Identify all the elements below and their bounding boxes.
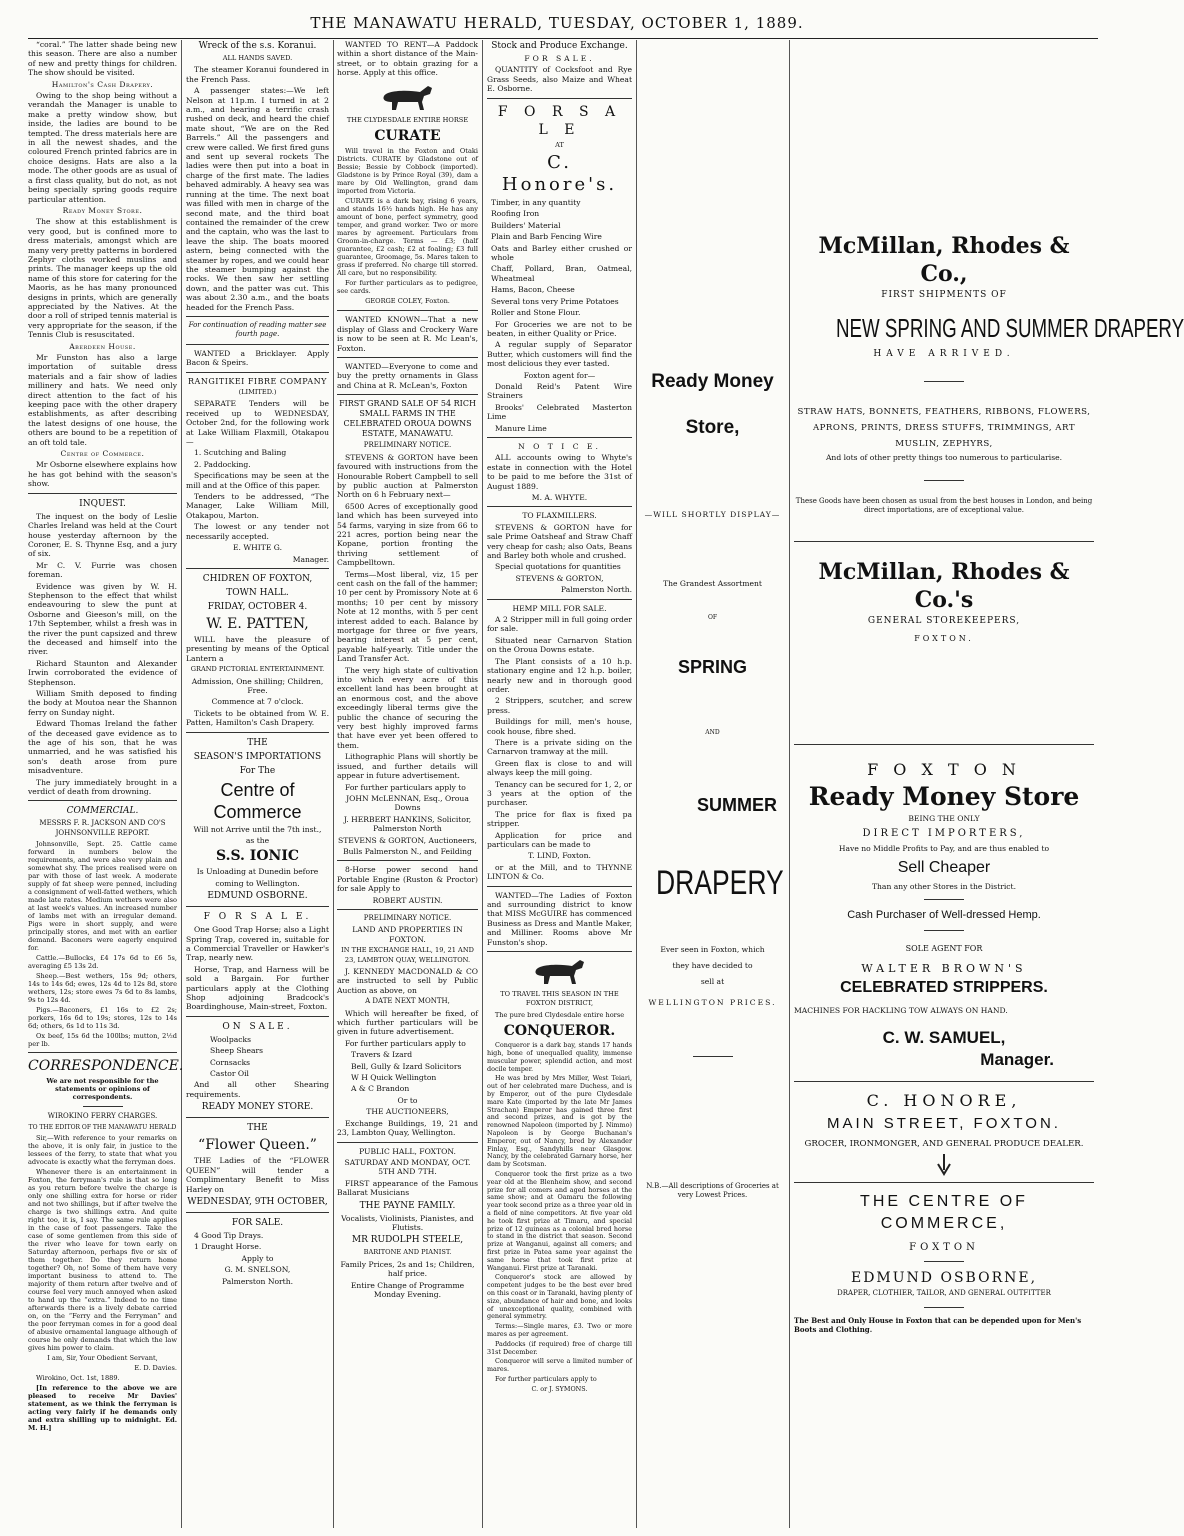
ad-heading: RANGITIKEI FIBRE COMPANY — [188, 376, 327, 386]
letter-date: Wirokino, Oct. 1st, 1889. — [36, 1373, 120, 1382]
ad-heading: THE — [247, 1123, 268, 1134]
ad-text: The Plant consists of a 10 h.p. stationary engine and 12 h.p. boiler, nearly new and in thorough good order. — [487, 656, 632, 694]
divider — [28, 1052, 177, 1053]
ad-heading: W. E. PATTEN, — [206, 615, 309, 632]
ad-heading: HEMP MILL FOR SALE. — [512, 603, 607, 613]
ad-contact: STEVENS & GORTON, Auctioneers, — [338, 835, 477, 845]
ad-text: The Best and Only House in Foxton that can be depended upon for Men's Boots and Clothing. — [794, 1315, 1082, 1334]
section-heading: Hamilton's Cash Drapery. — [51, 79, 154, 89]
ad-text: Tenders to be addressed, “The Manager, Lake William Mill, Otakapou, Marton. — [186, 492, 329, 520]
divider — [794, 744, 1094, 745]
ad-text: Apply to — [241, 1253, 274, 1263]
article-text: The jury immediately brought in a verdict of death from drowning. — [28, 777, 177, 797]
ad-text: AND — [705, 729, 720, 737]
ad-text: Foxton agent for— — [523, 370, 596, 380]
ad-text: Donald Reid's Patent Wire Strainers — [487, 381, 632, 401]
ad-contact: J. HERBERT HANKINS, Solicitor, Palmerston North — [343, 814, 472, 834]
ad-text: FIRST appearance of the Famous Ballarat Musicians — [337, 1178, 478, 1198]
divider — [337, 357, 478, 358]
article-heading: INQUEST. — [79, 498, 126, 509]
list-item: Roofing Iron — [491, 209, 540, 219]
ad-text: Exchange Buildings, 19, 21 and 23, Lambton Quay, Wellington. — [337, 1118, 478, 1138]
letter-signature: E. D. Davies. — [134, 1363, 177, 1372]
divider — [337, 909, 478, 910]
column-5 — [640, 40, 785, 1528]
ad-text: 1 Draught Horse. — [194, 1242, 262, 1252]
ad-contact: W H Quick Wellington — [351, 1073, 437, 1083]
ad-heading: TO FLAXMILLERS. — [522, 511, 597, 521]
list-item: Woolpacks — [210, 1034, 252, 1044]
ad-text: 8-Horse power second hand Portable Engine (Ruston & Proctor) for sale Apply to — [337, 865, 478, 894]
divider — [28, 493, 177, 494]
ad-heading: F O X T O N — [867, 759, 1021, 779]
ad-text: ALL accounts owing to Whyte's estate in connection with the Hotel to be paid to me before the 31st of August 1889. — [487, 453, 632, 491]
ad-text: SEPARATE Tenders will be received up to WEDNESDAY, October 2nd, for the following work at Lake William Flaxmill, Otakapou— — [186, 399, 329, 447]
ad-text: Is Unloading at Dunedin before — [196, 867, 319, 877]
divider — [186, 1212, 329, 1213]
ad-heading: FRIDAY, OCTOBER 4. — [207, 601, 308, 612]
ad-text: Conqueror took the first prize as a two year old at the Blenheim show, and second prize for all comers and aged horses at the same show; and at Oamaru the following year took second prize as a three year old in a field of nine competitors. At five year old he took first prize at Timaru, and special prize of 12 guineas as a colonial bred horse to stand in the district that season. Second prize at Wanganui, against all comers; and first prize in Patea same year against the same horse that took first prize at Wanganui. First prize at Taranaki. — [487, 1170, 632, 1272]
ad-text: Brooks' Celebrated Masterton Lime — [487, 402, 632, 422]
section-heading: Aberdeen House. — [69, 341, 136, 351]
ad-text: Buildings for mill, men's house, cook house, fibre shed. — [487, 717, 632, 736]
ad-contact: JOHN McLENNAN, Esq., Oroua Downs — [346, 793, 469, 813]
ad-text: The pure bred Clydesdale entire horse — [494, 1010, 625, 1019]
ad-contact: Bell, Gully & Izard Solicitors — [351, 1061, 462, 1071]
article-subheading: MESSRS F. R. JACKSON AND CO'S JOHNSONVILLE REPORT. — [39, 819, 166, 837]
ad-heading: THE PAYNE FAMILY. — [359, 1200, 456, 1211]
ad-text: Ever seen in Foxton, which — [660, 944, 765, 954]
column-rule — [789, 40, 790, 1528]
column-2 — [186, 40, 329, 1528]
ad-heading: Manager. — [980, 1049, 1054, 1069]
divider — [487, 98, 632, 99]
divider — [186, 732, 329, 733]
article-text: Johnsonville, Sept. 25. Cattle came forward in numbers below the requirements, and were also very plain and somewhat shy. The prices realised were on par with those of last week. A moderate supply of fat sheep were penned, including a consignment of well-fatted wethers, which made late rates. Medium wethers were also at last week's values. An increased number of lambs met with an irregular demand. Pigs were in short supply, and were principally stores, and met with an earlier demand. Baconers were eagerly enquired for. — [28, 840, 177, 953]
ad-text: WELLINGTON PRICES. — [648, 997, 777, 1007]
ad-text: 6500 Acres of exceptionally good land which has been surveyed into 54 farms, varying in size from 66 to 221 acres, portion being near the Kopane, portion fronting the thriving settlement of Campbelltown. — [337, 501, 478, 568]
masthead-rule — [28, 38, 1098, 39]
divider — [487, 506, 632, 507]
horse-illustration-icon — [378, 82, 438, 112]
ad-heading: Sell Cheaper — [897, 858, 991, 876]
ad-text: There is a private siding on the Carnarvon tramway at the mill. — [487, 737, 632, 757]
ad-subheading: FIRST SHIPMENTS OF — [881, 290, 1007, 300]
ad-subheading: HAVE ARRIVED. — [873, 349, 1015, 359]
ad-text: Cash Purchaser of Well-dressed Hemp. — [847, 908, 1041, 921]
article-text: Sheep.—Best wethers, 15s 9d; others, 14s to 14s 6d; ewes, 12s 4d to 12s 8d, store wethers, 12s; store ewes 7s 6d to 8s lambs, 9s to 12s 4d. — [28, 972, 177, 1005]
ad-heading: CONQUEROR. — [503, 1023, 616, 1040]
ad-text: For further particulars as to pedigree, see cards. — [337, 279, 478, 296]
letter-text: Sir,—With reference to your remarks on the above, it is only fair, in justice to the lessees of the ferry, to state that what you advocate is exactly what the ferryman does. — [28, 1133, 177, 1166]
ad-signature: GEORGE COLEY, Foxton. — [365, 297, 450, 306]
pointing-hand-icon — [929, 1152, 959, 1178]
ad-heading: McMillan, Rhodes & Co.'s — [818, 559, 1070, 614]
ad-text: Will not Arrive until the 7th inst., — [193, 824, 322, 834]
ad-text: One Good Trap Horse; also a Light Spring Trap, covered in, suitable for a Commercial Traveller or Hawker's Trap, nearly new. — [186, 925, 329, 963]
divider — [28, 800, 177, 801]
section-heading: Ready Money Store. — [62, 205, 143, 215]
ad-heading: N O T I C E. — [518, 441, 601, 451]
letter-salutation: TO THE EDITOR OF THE MANAWATU HERALD — [28, 1123, 177, 1131]
ad-text: Or to — [397, 1095, 418, 1105]
ad-heading: CHIDREN OF FOXTON, — [202, 573, 313, 584]
ad-heading: SPRING — [677, 657, 747, 678]
column-4 — [487, 40, 632, 1528]
ad-text: 4 Good Tip Drays. — [194, 1230, 264, 1240]
divider — [186, 1016, 329, 1017]
ad-subheading: GRAND PICTORIAL ENTERTAINMENT. — [190, 665, 325, 674]
editor-note: [In reference to the above we are pleased to receive Mr Davies' statement, as we think the ferryman is acting very fairly if he demands only and extra shilling up to midnight. Ed. M. H.] — [28, 1383, 177, 1432]
ad-heading: FIRST GRAND SALE OF 54 RICH SMALL FARMS IN THE CELEBRATED OROUA DOWNS ESTATE, MANAWATU. — [339, 399, 476, 439]
ad-heading: NEW SPRING AND SUMMER DRAPERY — [836, 313, 1184, 343]
disclaimer: We are not responsible for the statements or opinions of correspondents. — [46, 1077, 159, 1102]
ad-heading: DRAPERY — [655, 863, 784, 902]
ad-text: Specifications may be seen at the mill and at the Office of this paper. — [186, 471, 329, 490]
ad-subheading: BEING THE ONLY — [908, 813, 980, 823]
ad-text: as the — [245, 835, 270, 845]
article-text: The inquest on the body of Leslie Charles Ireland was held at the Court house yesterday afternoon by the Coroner, E. S. Thynne Esq, and a jury of six. — [28, 511, 177, 559]
column-1 — [28, 40, 184, 1528]
ad-heading: TOWN HALL. — [226, 587, 289, 598]
list-item: Several tons very Prime Potatoes — [491, 296, 619, 306]
column-rule — [482, 40, 483, 1528]
ad-text: STEVENS & GORTON have for sale Prime Oatsheaf and Straw Chaff very cheap for cash; also Oats, Beans and Barley both whole and crushed. — [487, 522, 632, 561]
ad-subheading: FOXTON. — [914, 634, 974, 644]
letter-heading: WIROKINO FERRY CHARGES. — [47, 1112, 158, 1121]
ad-text: 2. Paddocking. — [194, 459, 251, 469]
ad-signature: G. M. SNELSON, — [224, 1265, 291, 1275]
list-item: Cornsacks — [210, 1057, 251, 1067]
divider — [337, 1142, 478, 1143]
article-text: The steamer Koranui foundered in the French Pass. — [186, 65, 329, 84]
ad-subheading: GENERAL STOREKEEPERS, — [867, 616, 1021, 627]
ad-subheading: IN THE EXCHANGE HALL, 19, 21 AND 23, LAMBTON QUAY, WELLINGTON. — [341, 946, 474, 964]
list-item: Timber, in any quantity — [491, 198, 581, 208]
ad-text: WILL have the pleasure of presenting by means of the Optical Lantern a — [186, 634, 329, 663]
ad-text: WANTED KNOWN—That a new display of Glass and Crockery Ware is now to be seen at R. Mc Lean's, Foxton. — [337, 315, 478, 353]
ad-subheading: —WILL SHORTLY DISPLAY— — [644, 510, 781, 519]
ad-text: sell at — [700, 976, 725, 986]
ad-signature: E. WHITE G. — [232, 543, 283, 553]
article-text: William Smith deposed to finding the body at Moutoa near the Shannon ferry on Sunday night. — [28, 689, 177, 717]
ad-text: Situated near Carnarvon Station on the Oroua Downs estate. — [487, 635, 632, 655]
ad-text: J. KENNEDY MACDONALD & CO are instructed to sell by Public Auction as above, on — [337, 967, 478, 995]
ad-subheading: AT — [555, 140, 564, 149]
ad-text: WANTED a Bricklayer. Apply Bacon & Speirs. — [186, 348, 329, 368]
ad-heading: S.S. IONIC — [215, 848, 300, 865]
ad-heading: C. HONORE, — [866, 1090, 1022, 1110]
ad-heading: PUBLIC HALL, FOXTON. — [359, 1146, 456, 1156]
ad-heading: THE CENTRE OF COMMERCE, — [860, 1192, 1028, 1232]
ad-signature: Manager. — [292, 554, 329, 564]
ad-heading: Stock and Produce Exchange. — [491, 41, 628, 51]
ad-heading: MR RUDOLPH STEELE, — [351, 1235, 464, 1246]
ad-text: they have decided to — [672, 960, 753, 970]
article-heading: CORRESPONDENCE. — [28, 1058, 184, 1075]
ad-text: WANTED—The Ladies of Foxton and surrounding district to know that MISS McGUIRE has commenced Business as Dress and Mantle Maker, and Milliner. Rooms above Mr Funston's shop. — [487, 890, 632, 947]
ad-text: For further particulars apply to — [345, 782, 466, 792]
ad-text: Tickets to be obtained from W. E. Patten, Hamilton's Cash Drapery. — [186, 708, 329, 728]
ad-signature: ROBERT AUSTIN. — [372, 895, 443, 905]
ad-text: THE Ladies of the “FLOWER QUEEN” will tender a Complimentary Benefit to Miss Harley on — [186, 1156, 329, 1194]
ad-contact: A & C Brandon — [351, 1084, 410, 1094]
ad-signature: STEVENS & GORTON, — [515, 573, 604, 583]
ad-text: Have no Middle Profits to Pay, and are thus enabled to — [838, 843, 1050, 853]
ad-text: Manure Lime — [495, 423, 547, 433]
ad-text: STEVENS & GORTON have been favoured with instructions from the Honourable Robert Campbell to sell by public auction at Palmerston North on 6 h February next— — [337, 452, 478, 500]
ad-text: Than any other Stores in the District. — [871, 881, 1017, 891]
column-rule — [333, 40, 334, 1528]
article-text: Edward Thomas Ireland the father of the deceased gave evidence as to the age of his son, that he was unmarried, and he was satisfied his son's death arose from pure misadventure. — [28, 719, 177, 776]
ad-heading: LAND AND PROPERTIES IN FOXTON. — [352, 925, 463, 944]
divider — [487, 886, 632, 887]
ad-text: A regular supply of Separator Butter, which customers will find the most delicious they ever tasted. — [487, 340, 632, 369]
ad-text: He was bred by Mrs Miller, West Teiari, out of her celebrated mare Duchess, and is by Emperor, out of the pure Clydesdale mare Kate (imported by the late Mr James Strachan) Emperor has gained three first and second prizes, and is got by the renowned Napoleon (imported by J. Nimmo) Napoleon is by George Buchanan's Emperor, out of Nancy, bred by Alexander Finlay, Esq., Sandyhills near Glasgow. Nancy, by the celebrated Garnary horse, her dam by Scotsman. — [487, 1074, 632, 1169]
ad-text: A 2 Stripper mill in full going order for sale. — [487, 615, 632, 634]
ad-heading: McMillan, Rhodes & Co., — [818, 233, 1070, 287]
ad-text: And all other Shearing requirements. — [186, 1080, 329, 1099]
article-text: Ox beef, 15s 6d the 100lbs; mutton, 2½d per lb. — [28, 1032, 177, 1049]
article-text: Mr Funston has also a large importation of suitable dress materials and a fair show of ladies millinery and hats. We need only direct attention to the fact of his keeping pace with the other drapery establishments, as after describing the latest designs of one house, the others are bound to be a repetition of an oft told tale. — [28, 353, 177, 447]
article-text: The show at this establishment is very good, but is confined more to dress materials, amongst which are many very pretty patterns in bordered Zephyr cloths worked muslins and prints. The manager keeps up the old name of this store for catering for the Maoris, as he has many pronounced designs in prints, which are generally appreciated by the Natives. At the door a roll of striped tennis material is very appropriate for the season, if the Tennis Club is resuscitated. — [28, 217, 177, 340]
ad-text: or at the Mill, and to THYNNE LINTON & Co. — [487, 862, 632, 882]
divider — [924, 930, 964, 931]
ad-text: Conqueror will serve a limited number of mares. — [487, 1357, 632, 1374]
ad-heading: WEDNESDAY, 9TH OCTOBER, — [187, 1196, 328, 1207]
ad-heading: F O R S A L E — [497, 103, 622, 138]
article-text: A passenger states:—We left Nelson at 11p.m. I turned in at 2 a.m., and hearing a terrific crash rushed on deck, and heard the chief mate shout, “We are on the Red Barrels.” All the passengers and crew were called. We first fired guns and sent up several rockets The ladies were then put into a boat in charge of the first mate. The ladies behaved admirably. A heavy sea was running at the time. The next boat was filled with men in charge of the second mate, and the third boat contained the remainder of the crew and the captain, who was the last to leave the ship. The boats moored astern, being connected with the steamer by ropes, and we could hear the steamer bumping against the rocks. We then saw her settling down, and the patter was cut. This was about 2.30 a.m., and the boats headed for the French Pass. — [186, 86, 329, 312]
divider — [186, 1117, 329, 1118]
ad-signature: EDMUND OSBORNE. — [207, 891, 308, 902]
ad-signature: Palmerston North. — [560, 585, 632, 595]
ad-text: Conqueror is a dark bay, stands 17 hands high, bone of unequalled quality, immense muscular power, splendid action, and most docile temper. — [487, 1041, 632, 1073]
divider — [794, 1081, 1094, 1082]
article-text: Evidence was given by W. H. Stephenson to the effect that whilst endeavouring to slew the punt at Osborne and Gieeson's mill, on the 17th September, whilst a fresh was in the river the punt capsized and threw the deceased and himself into the river. — [28, 581, 177, 657]
divider — [337, 394, 478, 395]
ad-subheading: GROCER, IRONMONGER, AND GENERAL PRODUCE DEALER. — [804, 1138, 1084, 1149]
divider — [924, 1261, 964, 1262]
ad-text: MACHINES FOR HACKLING TOW ALWAYS ON HAND. — [794, 1005, 1008, 1015]
column-6 — [794, 40, 1184, 1528]
divider — [924, 1307, 964, 1308]
ad-text: Admission, One shilling; Children, Free. — [191, 676, 324, 695]
ad-signature: T. LIND, Foxton. — [528, 851, 591, 861]
ad-text: WANTED TO RENT—A Paddock within a short distance of the Main-street, or to obtain grazing for a horse. Apply at this office. — [337, 40, 478, 78]
ad-subheading: PRELIMINARY NOTICE. — [363, 441, 452, 450]
ad-text: Entire Change of Programme Monday Evening. — [350, 1280, 465, 1299]
letter-text: Whenever there is an entertainment in Foxton, the ferryman's rule is that so long as you return before twelve the charge is only one shilling extra for horse or rider and not two shillings, but if after twelve the charge is two shillings extra. And quite right too, it is, I say. The same rule applies in the case of foot passengers. Take the case of some gentlemen from this side of the river who leave for town early on Saturday afternoon, perhaps five or six of them together. Do they return home together? Oh, no! Some of them have very important business to attend to. The majority of them return after twelve and of course feel very much annoyed when asked to hand up the “extra.” Indeed to no time afterwards there is a lively debate carried on, on the “Ferry and the Ferryman” and the poor ferryman comes in for a good deal of abusive ornamental language although of course he only demands that which the law gives him power to claim. — [28, 1167, 177, 1352]
divider — [924, 381, 964, 382]
ad-text: CURATE is a dark bay, rising 6 years, and stands 16½ hands high. He has any amount of bone, perfect symmetry, good temper, and grand worker. Two or more mares by agreement. Particulars from Groom-in-charge. Terms — £3; (half guarantee, £2 cash; £2 at foaling; £3 full guarantee, Groomage, 5s. Mares taken to grass if preferred. No charge till storred. All care, but no responsibility. — [337, 197, 478, 278]
column-rule — [636, 40, 637, 1528]
article-text: Owing to the shop being without a verandah the Manager is unable to make a pretty window show, but inside, the ladies are bound to be tempted. The dress materials here are in all the newest shades, and the coloured French printed fabrics are in choice designs. Hats are also a la mode. The other goods are as usual of a first class quality, but do not, as not being specially spring goods require particular attention. — [28, 91, 177, 204]
ad-text: Commence at 7 o'clock. — [211, 697, 304, 707]
ad-text: These Goods have been chosen as usual from the best houses in London, and being direct importations, are of exceptional value. — [795, 497, 1093, 515]
ad-text: The price for flax is fixed pa stripper. — [487, 809, 632, 829]
ad-signature: Palmerston North. — [221, 1276, 294, 1286]
ad-text: Will travel in the Foxton and Otaki Districts. CURATE by Gladstone out of Bessie; Bessie by Cobbock (imported). Gladstone is by Prince Royal (39), dam a mare by Old Wellington, grand dam imported from Victoria. — [337, 147, 478, 196]
ad-subheading: BARITONE AND PIANIST. — [363, 1248, 452, 1257]
ad-text: Horse, Trap, and Harness will be sold a Bargain. For further particulars apply at the Clothing Shop adjoining Bradcock's Boardinghouse, Main-street, Foxton. — [186, 964, 329, 1012]
ad-text: Application for price and particulars can be made to — [487, 830, 632, 849]
article-text: Richard Staunton and Alexander Irwin corroborated the evidence of Stephenson. — [28, 658, 177, 687]
article-text: Mr C. V. Furrie was chosen foreman. — [28, 560, 177, 580]
ad-text: Vocalists, Violinists, Pianistes, and Flutists. — [341, 1213, 474, 1232]
ad-text: Lithographic Plans will shortly be issued, and further details will appear in future advertisement. — [337, 752, 478, 781]
divider — [693, 1056, 733, 1057]
ad-heading: “Flower Queen.” — [198, 1137, 317, 1154]
divider — [186, 568, 329, 569]
ad-text: Terms—Most liberal, viz, 15 per cent cash on the fall of the hammer; 10 per cent by Promissory Note at 6 months; 10 per cent by missory Note at 12 months, with 5 per cent interest added to each. Balance by mortgage for three or five years, bearing interest at 5 per cent, payable half-yearly. Title under the Land Transfer Act. — [337, 569, 478, 664]
ad-heading: FOR SALE. — [231, 1217, 284, 1228]
continuation-note: For continuation of reading matter see fourth page. — [188, 320, 327, 339]
article-text: Cattle.—Bullocks, £4 17s 6d to £6 5s, averaging £5 13s 2d. — [28, 954, 177, 971]
ad-heading: THE AUCTIONEERS, — [366, 1107, 449, 1117]
ad-signature: M. A. WHYTE. — [531, 493, 588, 502]
ad-heading: SATURDAY AND MONDAY, OCT. 5TH AND 7TH. — [344, 1157, 471, 1177]
ad-text: Paddocks (if required) free of charge till 31st December. — [487, 1339, 632, 1356]
ad-text: The lowest or any tender not necessarily accepted. — [186, 522, 329, 541]
ad-subheading: PRELIMINARY NOTICE. — [363, 913, 452, 922]
ad-text: Terms:—Single mares, £3. Two or more mares as per agreement. — [487, 1322, 632, 1338]
article-text: Pigs.—Baconers, £1 16s to £2 2s; porkers, 16s 6d to 19s; stores, 12s to 14s 6d; others, 6s 1d to 11s 3d. — [28, 1006, 177, 1031]
ad-text: 2 Strippers, scutcher, and screw press. — [487, 696, 632, 715]
divider — [487, 437, 632, 438]
ad-text: Special quotations for quantities — [495, 562, 621, 572]
list-item: Roller and Stone Flour. — [491, 308, 581, 318]
divider — [794, 541, 1094, 542]
ad-subheading: SOLE AGENT FOR — [905, 943, 983, 953]
ad-heading: ON SALE. — [222, 1021, 293, 1032]
ad-heading: C. W. SAMUEL, — [882, 1027, 1006, 1047]
ad-heading: Store, — [685, 417, 740, 438]
ad-signature: READY MONEY STORE. — [201, 1102, 314, 1113]
ad-text: coming to Wellington. — [215, 878, 300, 888]
ad-heading: THE — [247, 737, 268, 748]
horse-illustration-icon — [530, 956, 590, 986]
ad-text: Green flax is close to and will always keep the mill going. — [487, 758, 632, 778]
ad-text: N.B.—All descriptions of Groceries at very Lowest Prices. — [646, 1182, 779, 1200]
ad-heading: CELEBRATED STRIPPERS. — [840, 978, 1048, 996]
ad-text: QUANTITY of Cocksfoot and Rye Grass Seeds, also Maize and Wheat E. Osborne. — [487, 65, 632, 94]
ad-text: OF — [707, 613, 718, 621]
divider — [186, 906, 329, 907]
ad-subheading: A DATE NEXT MONTH, — [365, 997, 450, 1006]
ad-text: Family Prices, 2s and 1s; Children, half price. — [340, 1259, 475, 1279]
ad-heading: Ready Money Store — [808, 781, 1080, 811]
column-3 — [337, 40, 478, 1528]
article-text: “coral.” The latter shade being new this season. There are also a number of new and pretty things for children. The show should be visited. — [28, 40, 177, 78]
ad-heading: SUMMER — [697, 794, 777, 815]
ad-text: STRAW HATS, BONNETS, FEATHERS, RIBBONS, FLOWERS, APRONS, PRINTS, DRESS STUFFS, TRIMMINGS, ART MUSLIN, ZEPHYRS, — [797, 407, 1091, 450]
ad-subheading: FOR SALE. — [524, 54, 595, 63]
article-heading: Wreck of the s.s. Koranui. — [198, 41, 317, 51]
divider — [83, 1106, 123, 1107]
divider — [924, 899, 964, 900]
ad-heading: EDMUND OSBORNE, — [850, 1269, 1038, 1286]
divider — [337, 310, 478, 311]
ad-subheading: TO TRAVEL THIS SEASON IN THE FOXTON DISTRICT, — [500, 990, 619, 1008]
ad-heading: SEASON'S IMPORTATIONS — [193, 751, 322, 762]
ad-contact: Travers & Izard — [351, 1050, 413, 1060]
ad-text: WANTED—Everyone to come and buy the pretty ornaments in Glass and China at R. McLean's, Foxton — [337, 362, 478, 390]
ad-subheading: WALTER BROWN'S — [861, 961, 1027, 975]
ad-text: For further particulars apply to — [495, 1374, 597, 1383]
ad-text: The Grandest Assortment — [663, 579, 762, 589]
article-text: Mr Osborne elsewhere explains how he has got behind with the season's show. — [28, 460, 177, 489]
ad-subheading: THE CLYDESDALE ENTIRE HORSE — [346, 115, 469, 124]
ad-heading: CURATE — [374, 128, 441, 145]
ad-text: The very high state of cultivation into which every acre of this excellent land has been brought at an enormous cost, and the above exceedingly liberal terms give the public the chance of securing the very best highly improved farms that have ever yet been offered to them. — [337, 665, 478, 750]
ad-text: For further particulars apply to — [345, 1038, 466, 1048]
list-item: Sheep Shears — [210, 1046, 263, 1056]
ad-text: And lots of other pretty things too numerous to particularise. — [825, 453, 1063, 463]
ad-text: For Groceries we are not to be beaten, in either Quality or Price. — [487, 319, 632, 338]
ad-subheading: (LIMITED.) — [238, 388, 277, 396]
ad-heading: Ready Money — [651, 371, 774, 392]
list-item: Hams, Bacon, Cheese — [491, 285, 575, 295]
section-heading: Centre of Commerce. — [60, 449, 145, 459]
column-rule — [181, 40, 182, 1528]
list-item: Oats and Barley either crushed or whole — [491, 243, 632, 263]
list-item: Plain and Barb Fencing Wire — [491, 232, 602, 242]
ad-heading: MAIN STREET, FOXTON. — [827, 1114, 1061, 1132]
divider — [186, 344, 329, 345]
divider — [337, 860, 478, 861]
article-subheading: ALL HANDS SAVED. — [222, 54, 293, 62]
ad-text: Which will hereafter be fixed, of which further particulars will be given in future advertisement. — [337, 1008, 478, 1037]
ad-heading: For The — [239, 765, 276, 776]
divider — [794, 1182, 1094, 1183]
article-heading: COMMERCIAL. — [66, 806, 139, 817]
ad-subheading: DIRECT IMPORTERS, — [862, 827, 1026, 839]
ad-text: 1. Scutching and Baling — [194, 448, 287, 458]
ad-heading: F O R S A L E. — [203, 912, 312, 923]
ad-contact: Bulls Palmerston N., and Feilding — [343, 846, 472, 856]
list-item: Castor Oil — [210, 1069, 249, 1079]
divider — [487, 599, 632, 600]
divider — [487, 951, 632, 952]
ad-heading: C. Honore's. — [501, 152, 618, 196]
masthead: THE MANAWATU HERALD, TUESDAY, OCTOBER 1, 1889. — [310, 14, 804, 32]
list-item: Builders' Material — [491, 220, 561, 230]
divider — [924, 480, 964, 481]
divider — [186, 316, 329, 317]
list-item: Chaff, Pollard, Bran, Oatmeal, Wheatmeal — [491, 264, 632, 283]
letter-signoff: I am, Sir, Your Obedient Servant, — [47, 1353, 158, 1362]
ad-text: Tenancy can be secured for 1, 2, or 3 years at the option of the purchaser. — [487, 779, 632, 808]
ad-signature: C. or J. SYMONS. — [531, 1384, 588, 1393]
ad-subheading: DRAPER, CLOTHIER, TAILOR, AND GENERAL OUTFITTER — [837, 1288, 1051, 1297]
ad-heading: Centre of Commerce — [213, 779, 302, 822]
ad-text: Conqueror's stock are allowed by competent judges to be the best ever bred on this coast or in Taranaki, having plenty of size, abundance of hair and bone, and looks of unexceptional quality, combined with general symmetry. — [487, 1273, 632, 1321]
divider — [186, 372, 329, 373]
ad-subheading: FOXTON — [909, 1241, 979, 1253]
